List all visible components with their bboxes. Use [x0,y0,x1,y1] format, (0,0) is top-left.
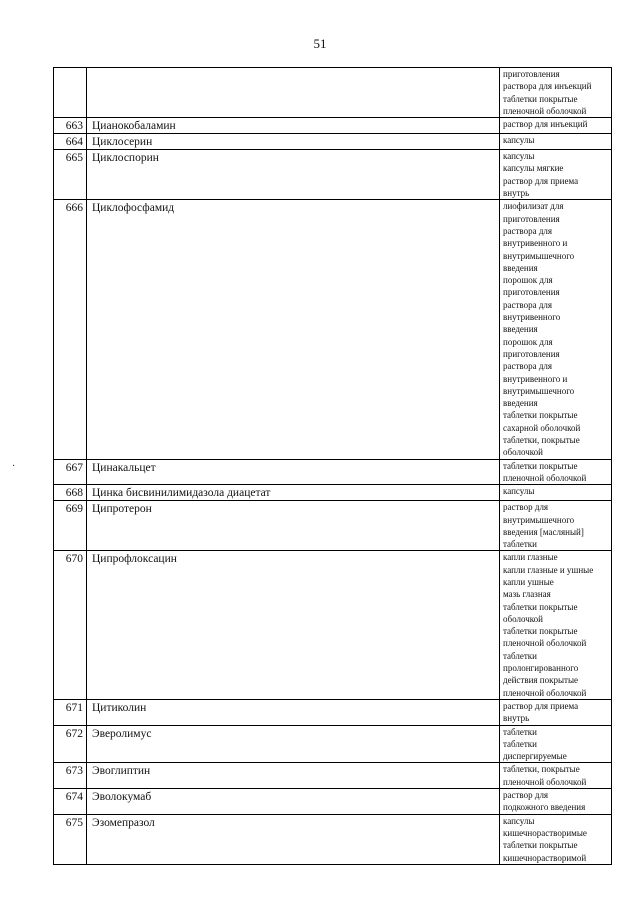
page-number: 51 [313,36,327,51]
row-number: 671 [54,699,87,725]
dosage-form-line: раствор для [503,502,549,513]
row-number: 663 [54,118,87,134]
table-row [54,150,612,200]
dosage-form-line: таблетки покрытые [503,93,578,104]
dosage-form-line: оболочкой [503,613,543,624]
dosage-form-line: таблетки [503,738,538,749]
dosage-forms [500,459,612,485]
dosage-forms [500,789,612,815]
dosage-form-line: раствор для приема [503,700,579,711]
drug-name: Эверолимус [87,725,500,763]
row-number: 670 [54,551,87,700]
dosage-form-line: пролонгированного [503,663,579,674]
dosage-form-line: внутривенного [503,312,561,323]
row-number: 672 [54,725,87,763]
row-number [54,68,87,118]
dosage-form-line: внутривенного и [503,238,568,249]
dosage-form-line: пленочной оболочкой [503,472,587,483]
dosage-forms [500,551,612,700]
dosage-form-line: таблетки, покрытые [503,435,580,446]
table-row [54,763,612,789]
dosage-form-line: капсулы [503,486,535,497]
drug-table [53,67,612,865]
dosage-form-line: таблетки покрытые [503,626,578,637]
dosage-form-line: подкожного введения [503,802,586,813]
row-number: 668 [54,485,87,501]
dosage-form-line: внутривенного и [503,373,568,384]
dosage-form-line: таблетки покрытые [503,840,578,851]
dosage-form-line: раствора для инъекций [503,81,592,92]
dosage-form-line: сахарной оболочкой [503,422,581,433]
dosage-form-line: таблетки покрытые [503,601,578,612]
row-number: 673 [54,763,87,789]
dosage-form-line: таблетки, покрытые [503,764,580,775]
dosage-form-line: внутримышечного [503,385,575,396]
dosage-form-line: пленочной оболочкой [503,776,587,787]
row-number: 667 [54,459,87,485]
dosage-form-line: внутримышечного [503,514,575,525]
dosage-form-line: приготовления [503,213,560,224]
dosage-form-line: таблетки [503,650,538,661]
dosage-form-line: приготовления [503,287,560,298]
table-row [54,725,612,763]
dosage-form-line: внутримышечного [503,250,575,261]
drug-name: Циклоспорин [87,150,500,200]
row-number: 666 [54,200,87,459]
dosage-form-line: раствор для [503,790,549,801]
dosage-form-line: введения [503,262,538,273]
drug-name: Эвоглиптин [87,763,500,789]
dosage-form-line: пленочной оболочкой [503,105,587,116]
dosage-forms [500,118,612,134]
row-number: 675 [54,814,87,864]
table-row [54,134,612,150]
dosage-forms [500,501,612,551]
table-row [54,501,612,551]
table-row [54,118,612,134]
dosage-forms [500,150,612,200]
drug-table-body [54,68,612,865]
dosage-forms [500,200,612,459]
dosage-form-line: раствор для приема [503,175,579,186]
table-row [54,485,612,501]
dosage-form-line: мазь глазная [503,589,551,600]
drug-name: Циклосерин [87,134,500,150]
drug-name: Цинка бисвинилимидазола диацетат [87,485,500,501]
dosage-form-line: раствора для [503,225,553,236]
drug-name: Цианокобаламин [87,118,500,134]
dosage-form-line: порошок для [503,336,553,347]
dosage-forms [500,725,612,763]
dosage-form-line: диспергируемые [503,751,567,762]
dosage-form-line: капли ушные [503,576,554,587]
dosage-form-line: кишечнорастворимой [503,852,587,863]
dosage-form-line: таблетки [503,726,538,737]
dosage-form-line: капли глазные [503,552,558,563]
table-row [54,551,612,700]
table-row [54,459,612,485]
dosage-form-line: раствора для [503,361,553,372]
dosage-form-line: введения [503,324,538,335]
dosage-form-line: раствор для инъекций [503,119,588,130]
row-number: 669 [54,501,87,551]
drug-name: Эзомепразол [87,814,500,864]
dosage-form-line: лиофилизат для [503,201,564,212]
drug-name: Цинакальцет [87,459,500,485]
dosage-form-line: порошок для [503,275,553,286]
table-row [54,789,612,815]
dosage-forms [500,68,612,118]
drug-name: Ципротерон [87,501,500,551]
dosage-forms [500,699,612,725]
table-row [54,68,612,118]
row-number: 674 [54,789,87,815]
dosage-form-line: таблетки покрытые [503,410,578,421]
drug-name: Цитиколин [87,699,500,725]
row-number: 665 [54,150,87,200]
dosage-form-line: оболочкой [503,447,543,458]
drug-name: Ципрофлоксацин [87,551,500,700]
dosage-form-line: приготовления [503,69,560,79]
dosage-form-line: кишечнорастворимые [503,827,587,838]
dosage-forms [500,814,612,864]
dosage-form-line: капсулы [503,151,535,162]
drug-name: Циклофосфамид [87,200,500,459]
table-row [54,814,612,864]
dosage-form-line: капли глазные и ушные [503,564,594,575]
dosage-form-line: действия покрытые [503,675,578,686]
dosage-forms [500,763,612,789]
drug-name: Эволокумаб [87,789,500,815]
dosage-forms [500,485,612,501]
drug-name [87,68,500,118]
dosage-form-line: внутрь [503,713,530,724]
table-row [54,200,612,459]
dosage-form-line: таблетки покрытые [503,460,578,471]
row-number: 664 [54,134,87,150]
dosage-forms [500,134,612,150]
dosage-form-line: капсулы [503,135,535,146]
dosage-form-line: введения [503,398,538,409]
dosage-form-line: приготовления [503,348,560,359]
dosage-form-line: пленочной оболочкой [503,687,587,698]
dosage-form-line: капсулы мягкие [503,163,564,174]
dosage-form-line: введения [масляный] [503,526,584,537]
dosage-form-line: внутрь [503,188,530,199]
dosage-form-line: пленочной оболочкой [503,638,587,649]
stray-mark: · [12,461,16,472]
table-row [54,699,612,725]
dosage-form-line: раствора для [503,299,553,310]
dosage-form-line: таблетки [503,539,538,550]
dosage-form-line: капсулы [503,815,535,826]
